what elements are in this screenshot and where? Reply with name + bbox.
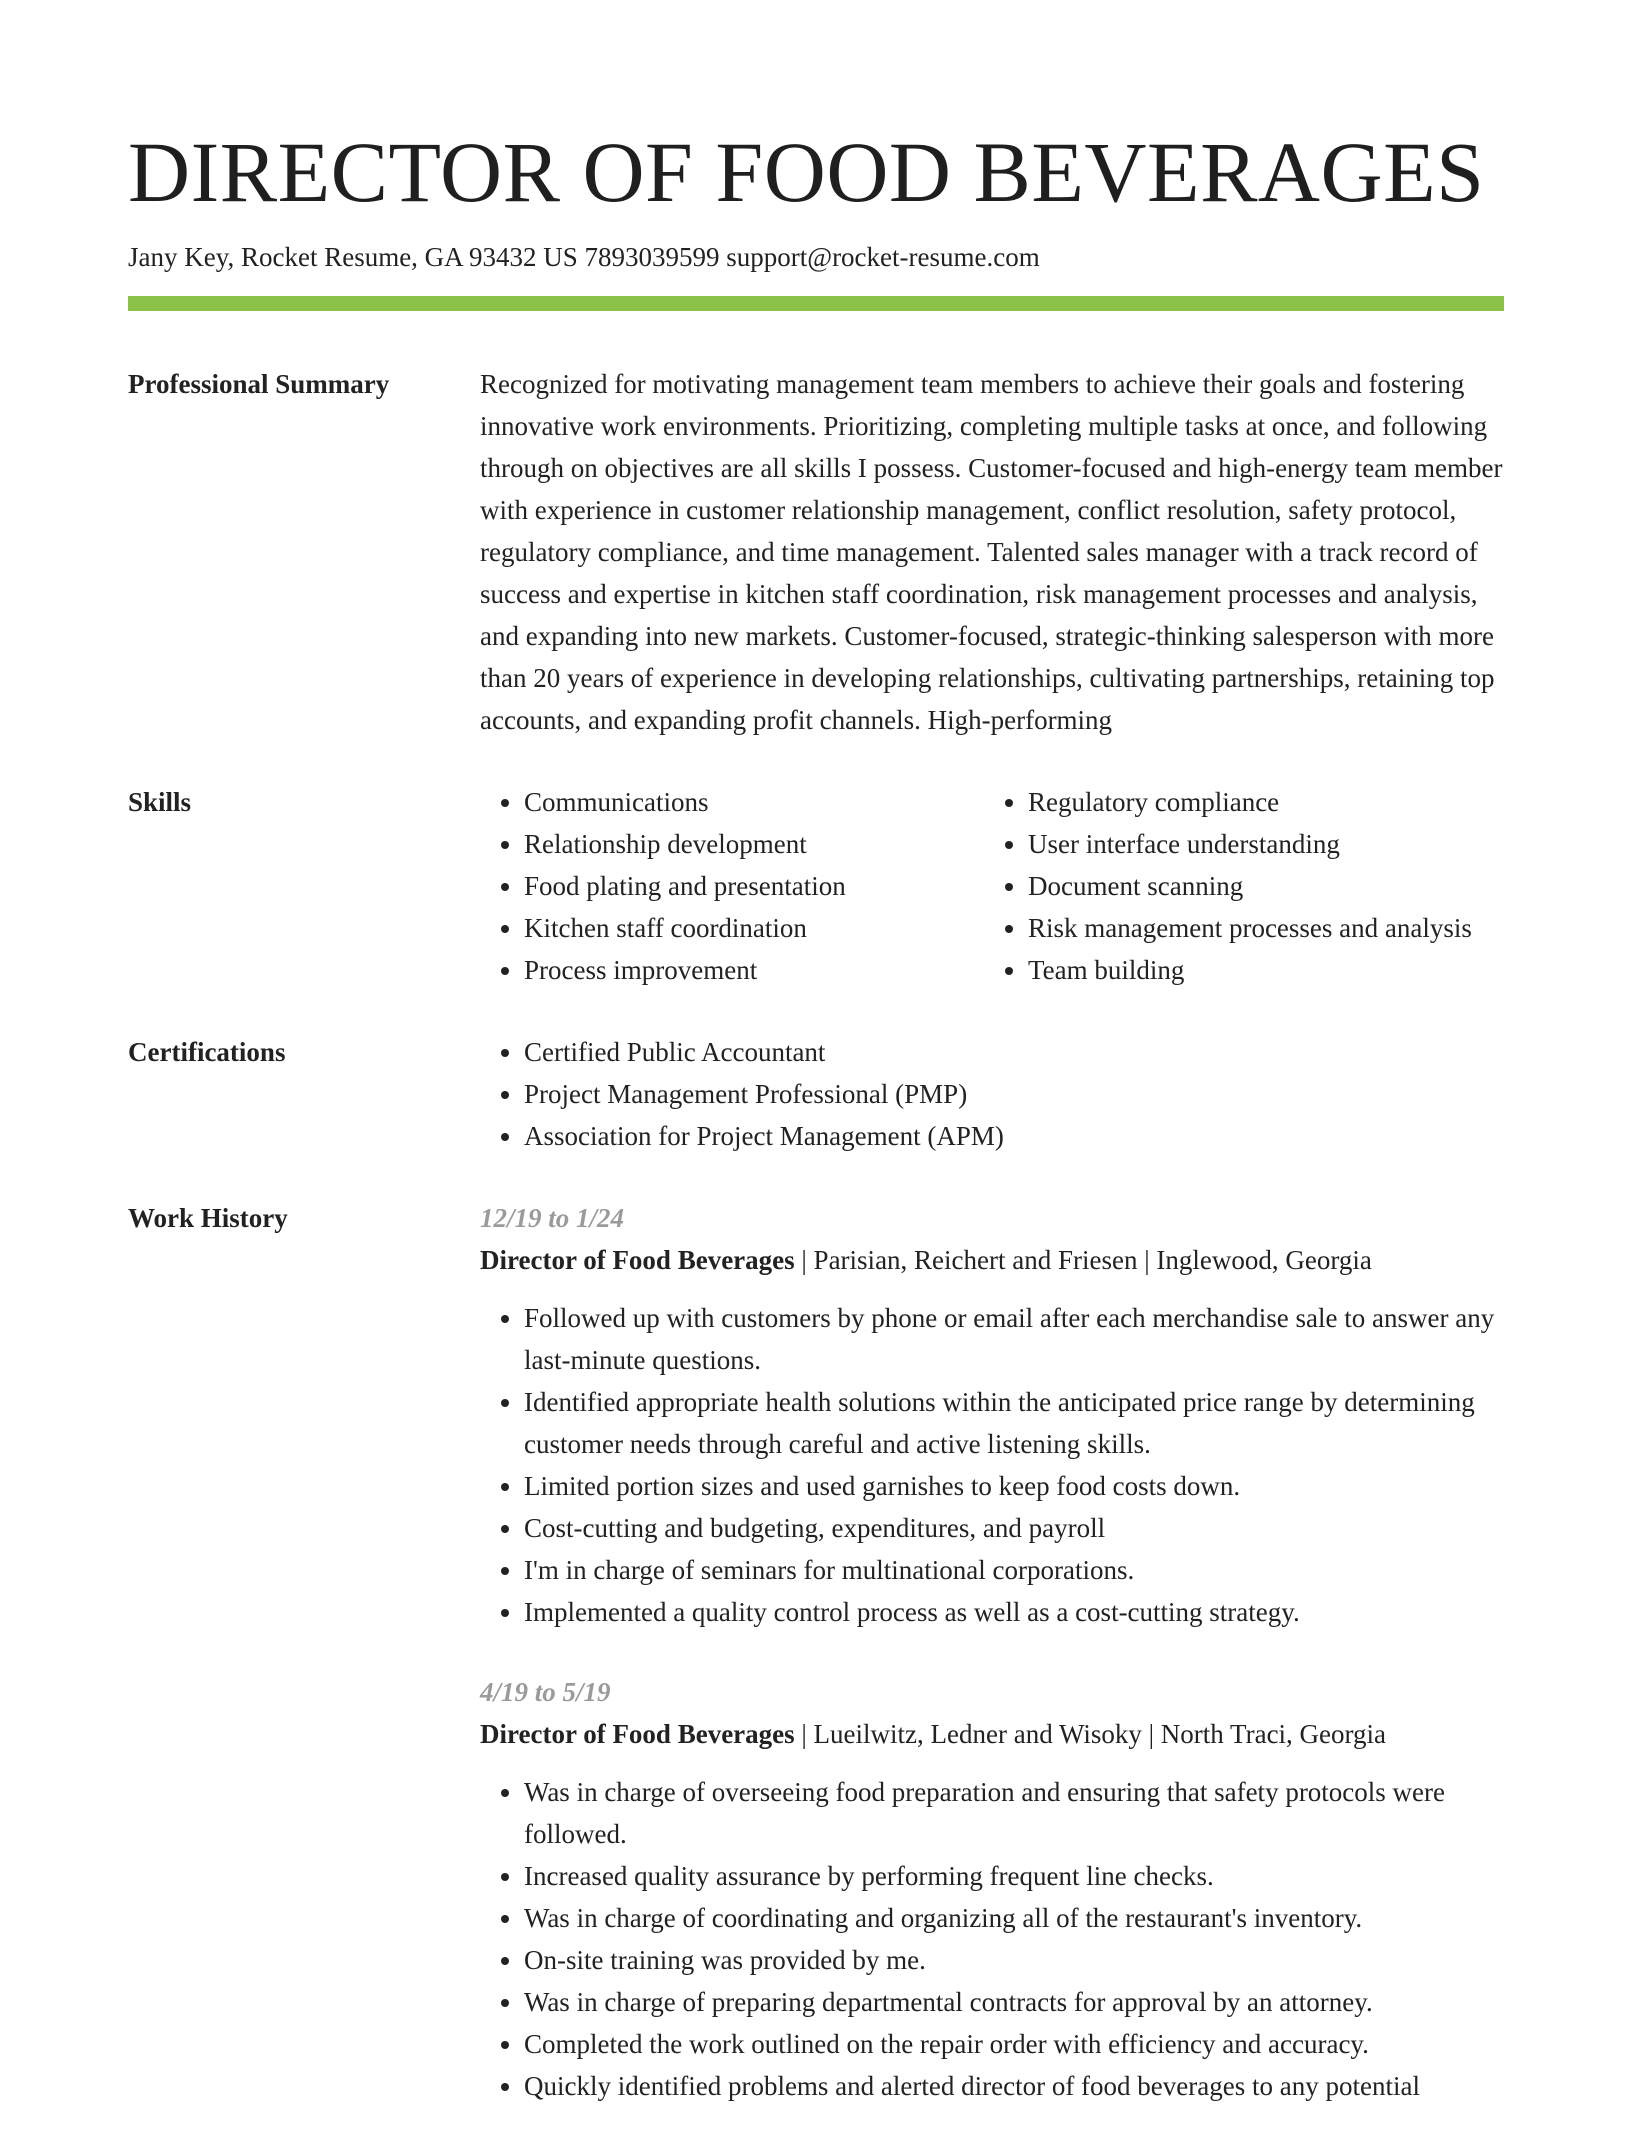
job-bullet: • Was in charge of preparing departmental contracts for approval by an attorney. bbox=[524, 1981, 1504, 2023]
certification-item: • Certified Public Accountant bbox=[524, 1031, 1504, 1073]
skill-item: • Process improvement bbox=[524, 949, 984, 991]
job-bullets bbox=[480, 1771, 1504, 2107]
job-bullet: • Was in charge of overseeing food preparation and ensuring that safety protocols were followed. bbox=[524, 1771, 1504, 1855]
job-role: Director of Food Beverages bbox=[480, 1245, 795, 1275]
job-bullet: • Followed up with customers by phone or email after each merchandise sale to answer any last-minute questions. bbox=[524, 1297, 1504, 1381]
certifications-section bbox=[128, 1031, 1504, 1157]
job-bullet: • Limited portion sizes and used garnishes to keep food costs down. bbox=[524, 1465, 1504, 1507]
job-bullet: • Identified appropriate health solutions within the anticipated price range by determining customer needs through careful and active listening skills. bbox=[524, 1381, 1504, 1465]
job-company-location: | Parisian, Reichert and Friesen | Inglewood, Georgia bbox=[794, 1245, 1372, 1275]
skill-item: • Risk management processes and analysis bbox=[1028, 907, 1588, 949]
job-bullet: • Completed the work outlined on the repair order with efficiency and accuracy. bbox=[524, 2023, 1504, 2065]
skill-item: • Relationship development bbox=[524, 823, 984, 865]
skills-section bbox=[128, 781, 1504, 991]
certification-item: • Association for Project Management (APM) bbox=[524, 1115, 1504, 1157]
section-label-skills: Skills bbox=[128, 787, 192, 817]
skills-column-2 bbox=[984, 781, 1588, 991]
accent-divider bbox=[128, 296, 1504, 311]
job-company-location: | Lueilwitz, Ledner and Wisoky | North Traci, Georgia bbox=[794, 1719, 1387, 1749]
certification-item: • Project Management Professional (PMP) bbox=[524, 1073, 1504, 1115]
job-title-line bbox=[480, 1239, 1504, 1281]
job-entry bbox=[480, 1671, 1504, 2107]
skill-item: • Team building bbox=[1028, 949, 1588, 991]
job-dates: 12/19 to 1/24 bbox=[480, 1203, 625, 1233]
skills-grid bbox=[480, 781, 1588, 991]
job-dates: 4/19 to 5/19 bbox=[480, 1677, 611, 1707]
work-history-section bbox=[128, 1197, 1504, 2145]
skill-item: • Document scanning bbox=[1028, 865, 1588, 907]
job-bullet: • Increased quality assurance by performing frequent line checks. bbox=[524, 1855, 1504, 1897]
job-entry bbox=[480, 1197, 1504, 1633]
resume-page bbox=[128, 0, 1504, 2145]
skill-item: • Food plating and presentation bbox=[524, 865, 984, 907]
section-label-certifications: Certifications bbox=[128, 1037, 286, 1067]
job-bullet: • Quickly identified problems and alerted director of food beverages to any potential bbox=[524, 2065, 1504, 2107]
certifications-list bbox=[480, 1031, 1504, 1157]
job-bullet: • Implemented a quality control process as well as a cost-cutting strategy. bbox=[524, 1591, 1504, 1633]
skills-column-1 bbox=[480, 781, 984, 991]
skill-item: • Kitchen staff coordination bbox=[524, 907, 984, 949]
section-label-work-history: Work History bbox=[128, 1203, 288, 1233]
job-role: Director of Food Beverages bbox=[480, 1719, 795, 1749]
skill-item: • Communications bbox=[524, 781, 984, 823]
skill-item: • Regulatory compliance bbox=[1028, 781, 1588, 823]
summary-text: Recognized for motivating management team members to achieve their goals and fostering innovative work environments. Prioritizing, completing multiple tasks at once, and following through on objectives are all skills I possess. Customer-focused and high-energy team member with experience in customer relationship management, conflict resolution, safety protocol, regulatory compliance, and time management. Talented sales manager with a track record of success and expertise in kitchen staff coordination, risk management processes and analysis, and expanding into new markets. Customer-focused, strategic-thinking salesperson with more than 20 years of experience in developing relationships, cultivating partnerships, retaining top accounts, and expanding profit channels. High-performing bbox=[480, 369, 1503, 735]
contact-line: Jany Key, Rocket Resume, GA 93432 US 7893039599 support@rocket-resume.com bbox=[128, 242, 1040, 272]
job-bullet: • On-site training was provided by me. bbox=[524, 1939, 1504, 1981]
job-bullet: • Cost-cutting and budgeting, expenditures, and payroll bbox=[524, 1507, 1504, 1549]
job-title-line bbox=[480, 1713, 1504, 1755]
summary-section bbox=[128, 363, 1504, 741]
section-label-summary: Professional Summary bbox=[128, 369, 390, 399]
skill-item: • User interface understanding bbox=[1028, 823, 1588, 865]
job-bullet: • Was in charge of coordinating and organizing all of the restaurant's inventory. bbox=[524, 1897, 1504, 1939]
resume-title: DIRECTOR OF FOOD BEVERAGES bbox=[128, 124, 1485, 220]
job-bullet: • I'm in charge of seminars for multinational corporations. bbox=[524, 1549, 1504, 1591]
job-bullets bbox=[480, 1297, 1504, 1633]
